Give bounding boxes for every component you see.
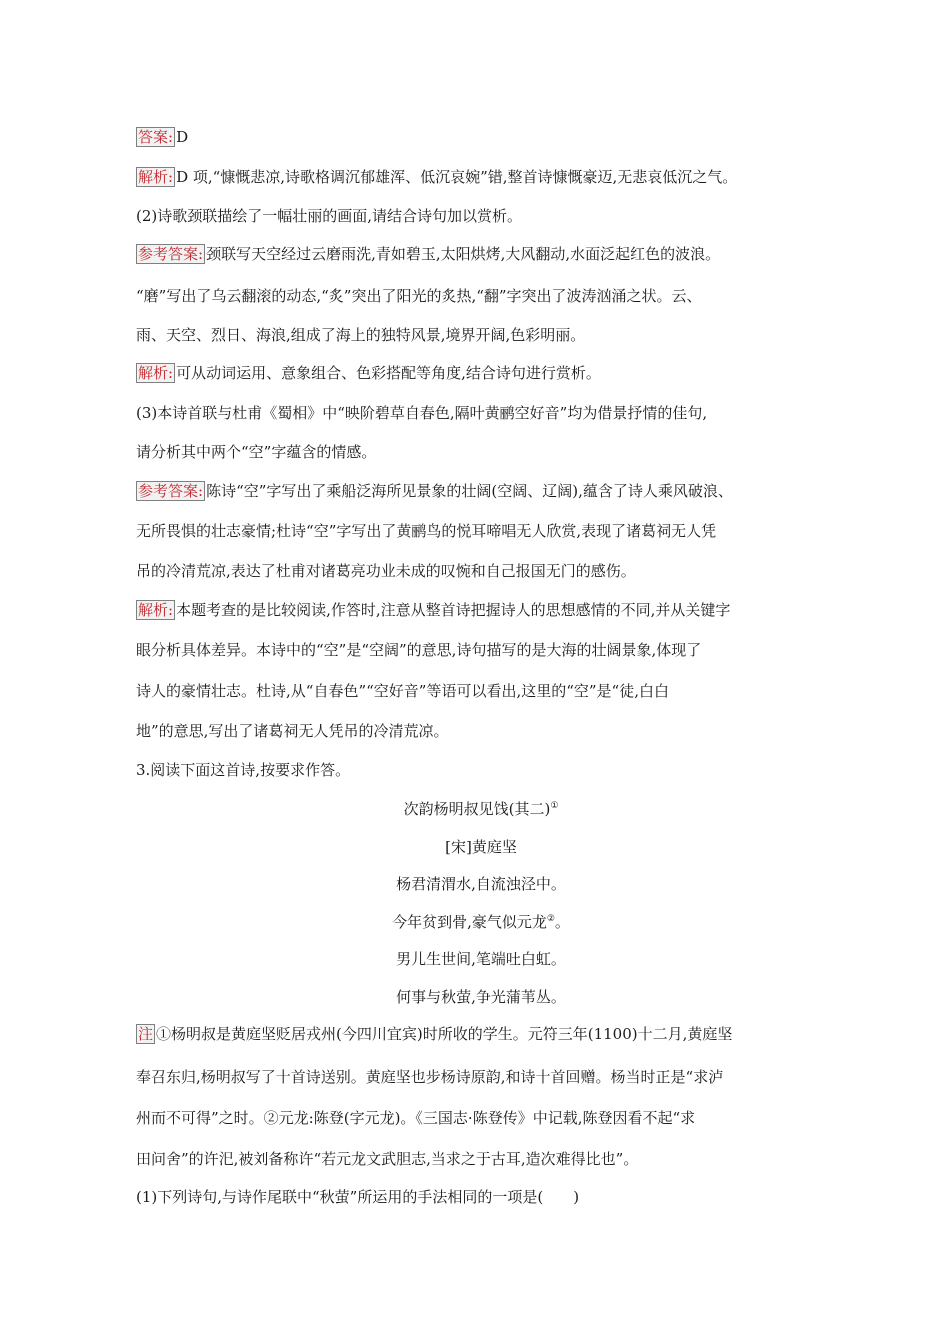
- answer-tag: 答案:: [138, 128, 174, 146]
- analysis-cont: 地”的意思,写出了诸葛祠无人凭吊的冷清荒凉。: [136, 722, 449, 740]
- note-tag: 注: [138, 1025, 154, 1043]
- analysis-text: 本题考查的是比较阅读,作答时,注意从整首诗把握诗人的思想感情的不同,并从关键字: [176, 601, 731, 619]
- poem-line-text: 今年贫到骨,豪气似元龙: [392, 913, 547, 931]
- analysis-text: 可从动词运用、意象组合、色彩搭配等角度,结合诗句进行赏析。: [176, 364, 601, 382]
- question-3: 3.阅读下面这首诗,按要求作答。: [136, 761, 351, 779]
- poem-title: [136, 798, 826, 820]
- reference-answer-cont: 雨、天空、烈日、海浪,组成了海上的独特风景,境界开阔,色彩明丽。: [136, 326, 586, 344]
- reference-answer-text: 陈诗“空”字写出了乘船泛海所见景象的壮阔(空阔、辽阔),蕴含了诗人乘风破浪、: [206, 482, 733, 500]
- note-cont: 州而不可得”之时。②元龙:陈登(字元龙)。《三国志·陈登传》中记载,陈登因看不起“求: [136, 1109, 696, 1127]
- poem-line: [136, 911, 826, 933]
- poem-line: 何事与秋萤,争光蒲苇丛。: [396, 988, 566, 1006]
- note-line: [136, 1023, 826, 1045]
- note-text: ①杨明叔是黄庭坚贬居戎州(今四川宜宾)时所收的学生。元符三年(1100)十二月,黄庭坚: [156, 1025, 733, 1043]
- sub-question-2: (2)诗歌颈联描绘了一幅壮丽的画面,请结合诗句加以赏析。: [136, 207, 523, 225]
- analysis-tag: 解析:: [138, 364, 174, 382]
- analysis-cont: 眼分析具体差异。本诗中的“空”是“空阔”的意思,诗句描写的是大海的壮阔景象,体现了: [136, 641, 702, 659]
- analysis-line: [136, 166, 826, 188]
- note-cont: 田问舍”的许汜,被刘备称许“若元龙文武胆志,当求之于古耳,造次难得比也”。: [136, 1150, 639, 1168]
- analysis-line: [136, 599, 826, 621]
- reference-answer-cont: “磨”写出了乌云翻滚的动态,“炙”突出了阳光的炙热,“翻”字突出了波涛汹涌之状。云、: [136, 287, 702, 305]
- poem-title-text: 次韵杨明叔见饯(其二): [403, 800, 551, 818]
- note-cont: 奉召东归,杨明叔写了十首诗送别。黄庭坚也步杨诗原韵,和诗十首回赠。杨当时正是“求泸: [136, 1068, 724, 1086]
- poem-line: 杨君清渭水,自流浊泾中。: [396, 875, 566, 893]
- reference-answer-tag: 参考答案:: [138, 245, 204, 263]
- footnote-mark: ②: [546, 914, 555, 924]
- answer-text: D: [176, 128, 189, 146]
- analysis-tag: 解析:: [138, 168, 174, 186]
- poem-author: [宋]黄庭坚: [445, 838, 517, 856]
- analysis-cont: 诗人的豪情壮志。杜诗,从“自春色”“空好音”等语可以看出,这里的“空”是“徒,白白: [136, 682, 669, 700]
- reference-answer-line: [136, 243, 826, 265]
- reference-answer-text: 颈联写天空经过云磨雨洗,青如碧玉,太阳烘烤,大风翻动,水面泛起红色的波浪。: [206, 245, 721, 263]
- poem-line: 男儿生世间,笔端吐白虹。: [396, 950, 566, 968]
- reference-answer-cont: 无所畏惧的壮志豪情;杜诗“空”字写出了黄鹂鸟的悦耳啼唱无人欣赏,表现了诸葛祠无人凭: [136, 522, 717, 540]
- reference-answer-cont: 吊的冷清荒凉,表达了杜甫对诸葛亮功业未成的叹惋和自己报国无门的感伤。: [136, 562, 636, 580]
- sub-question-3: (3)本诗首联与杜甫《蜀相》中“映阶碧草自春色,隔叶黄鹂空好音”均为借景抒情的佳句,: [136, 404, 708, 422]
- sub-question-3-cont: 请分析其中两个“空”字蕴含的情感。: [136, 443, 377, 461]
- reference-answer-line: [136, 480, 826, 502]
- analysis-line: [136, 362, 826, 384]
- footnote-mark: ①: [550, 801, 559, 811]
- analysis-text: D 项,“慷慨悲凉,诗歌格调沉郁雄浑、低沉哀婉”错,整首诗慷慨豪迈,无悲哀低沉之气。: [176, 168, 738, 186]
- answer-line: [136, 126, 826, 148]
- reference-answer-tag: 参考答案:: [138, 482, 204, 500]
- poem-line-end: 。: [554, 913, 570, 931]
- analysis-tag: 解析:: [138, 601, 174, 619]
- sub-question-1: (1)下列诗句,与诗作尾联中“秋萤”所运用的手法相同的一项是( ): [136, 1188, 580, 1206]
